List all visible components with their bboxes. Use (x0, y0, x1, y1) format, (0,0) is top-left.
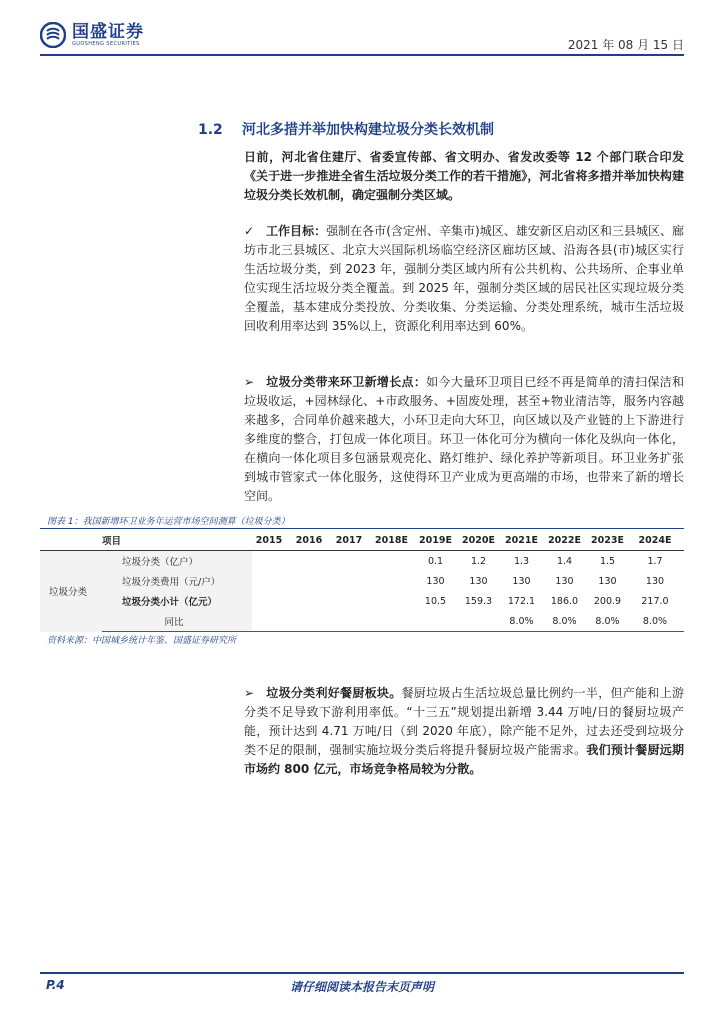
table-cell (332, 591, 372, 611)
table-cell: 8.0% (503, 611, 546, 632)
kitchen-waste-paragraph (244, 684, 684, 779)
header-divider (40, 54, 684, 56)
company-logo (40, 22, 144, 48)
sanitation-growth-paragraph (244, 373, 684, 506)
logo-name: 国盛证券 (72, 21, 144, 42)
table-cell: 1.4 (556, 555, 573, 567)
footer-disclaimer: 请仔细阅读本报告末页声明 (289, 980, 434, 994)
logo-icon (40, 22, 66, 48)
table-cell (332, 551, 372, 572)
sanitation-growth-text: 如今大量环卫项目已经不再是简单的清扫保洁和垃圾收运，+园林绿化、+市政服务、+固废处理，甚至+物业清洁等，服务内容越来越多，合同单价越来越大，小环卫走向大环卫，向区域以及产业链的上下游进行多维度的整合，打包成一体化项目。环卫一体化可分为横向一体化及纵向一体化，在横向一体化项目多包涵景观亮化、路灯维护、绿化养护等新项目。环卫业务扩张到城市管家式一体化服务，这使得环卫产业成为更高端的市场，也带来了新的增长空间。 (244, 375, 684, 503)
section-title: 河北多措并举加快构建垃圾分类长效机制 (242, 122, 494, 138)
table-cell: 130 (598, 575, 617, 587)
column-header-year: 2021E (503, 530, 546, 551)
work-goal-text: 强制在各市(含定州、辛集市)城区、雄安新区启动区和三县城区、廊坊市北三县城区、北京大兴国际机场临空经济区廊坊区域、沿海各县(市)城区实行生活垃圾分类，到 2023 年，强制分类区域内所有公共机构、公共场所、企事业单位实现生活垃圾分类全覆盖。到 2025 年，强制分类区域的居民社区实现垃圾分类全覆盖，基本建成分类投放、分类收集、分类运输、分类处理系统，城市生活垃圾回收利用率达到 35%以上，资源化利用率达到 60%。 (244, 224, 684, 333)
work-goal-paragraph (244, 222, 684, 336)
arrow-bullet-icon: ➢ (244, 375, 255, 389)
table-cell (332, 571, 372, 591)
table-row (40, 611, 684, 632)
column-header-year: 2020E (460, 530, 503, 551)
category-cell: 垃圾分类 (40, 551, 102, 632)
row-label: 垃圾分类小计（亿元） (102, 591, 252, 611)
check-icon: ✓ (244, 224, 255, 238)
table-cell: 1.3 (513, 555, 530, 567)
column-header-year: 2017 (332, 530, 372, 551)
table-cell: 10.5 (424, 595, 447, 607)
table-cell: 0.1 (427, 555, 444, 567)
intro-paragraph: 日前，河北省住建厅、省委宣传部、省文明办、省发改委等 12 个部门联合印发《关于进一步推进全省生活垃圾分类工作的若干措施》，河北省将多措并举加快构建垃圾分类长效机制，确定强制分类区域。 (244, 150, 684, 202)
table-cell (292, 591, 332, 611)
table-cell (252, 551, 292, 572)
table-header-row (40, 530, 684, 551)
table-cell: 186.0 (550, 595, 579, 607)
row-label: 垃圾分类（亿户） (102, 551, 252, 572)
work-goal-lead: 工作目标： (266, 224, 327, 238)
table-cell (372, 551, 417, 572)
table-cell (460, 611, 503, 632)
table-row (40, 571, 684, 591)
table-cell: 172.1 (507, 595, 536, 607)
table-cell: 1.7 (647, 555, 663, 567)
kitchen-waste-text: 餐厨垃圾占生活垃圾总量比例约一半，但产能和上游分类不足导致下游利用率低。“十三五”规划提出新增 3.44 万吨/日的餐厨垃圾产能，预计达到 4.71 万吨/日（到 2020 年底），除产能不足外，过去还受到垃圾分类不足的限制，强制实施垃圾分类后将提升餐厨垃圾产能需求。 (244, 686, 684, 757)
column-header-year: 2016 (292, 530, 332, 551)
kitchen-waste-lead: 垃圾分类利好餐厨板块。 (266, 686, 402, 700)
sanitation-growth-lead: 垃圾分类带来环卫新增长点： (266, 375, 427, 389)
page-header (0, 0, 724, 56)
table-cell (252, 591, 292, 611)
section-number: 1.2 (198, 122, 223, 138)
column-header-year: 2015 (252, 530, 292, 551)
table-cell: 8.0% (589, 611, 632, 632)
table-cell: 130 (512, 575, 531, 587)
table-cell (252, 571, 292, 591)
table-cell (292, 611, 332, 632)
column-header-year: 2024E (632, 530, 684, 551)
table-cell (292, 571, 332, 591)
table-cell (332, 611, 372, 632)
column-header-year: 2022E (546, 530, 589, 551)
figure-divider (40, 528, 684, 529)
arrow-bullet-icon: ➢ (244, 686, 255, 700)
market-space-table (40, 530, 684, 632)
figure-title: 图表 1：我国新增环卫业务年运营市场空间测算（垃圾分类） (47, 517, 290, 527)
table-cell: 159.3 (464, 595, 493, 607)
column-header-year: 2018E (372, 530, 417, 551)
table-row (40, 551, 684, 572)
row-label: 垃圾分类费用（元/户） (102, 571, 252, 591)
table-cell: 130 (645, 575, 665, 587)
table-cell: 1.2 (470, 555, 487, 567)
table-cell (292, 551, 332, 572)
table-row (40, 591, 684, 611)
row-label: 同比 (102, 611, 252, 632)
figure-source: 资料来源：中国城乡统计年鉴、国盛证券研究所 (47, 636, 237, 646)
table-cell (372, 571, 417, 591)
table-cell: 1.5 (599, 555, 616, 567)
footer-divider (40, 972, 684, 974)
logo-english-name: GUOSHENG SECURITIES (72, 40, 140, 47)
page-number: P.4 (46, 978, 65, 992)
table-cell: 217.0 (641, 595, 669, 607)
column-header-year: 2019E (417, 530, 460, 551)
table-cell (252, 611, 292, 632)
report-date: 2021 年 08 月 15 日 (567, 38, 684, 52)
table-cell: 130 (555, 575, 574, 587)
table-cell: 8.0% (632, 611, 684, 632)
table-cell: 130 (469, 575, 488, 587)
table-cell (372, 611, 417, 632)
table-cell (372, 591, 417, 611)
table-cell (417, 611, 460, 632)
table-cell: 200.9 (593, 595, 622, 607)
kitchen-waste-conclusion: 我们预计餐厨远期市场约 800 亿元，市场竞争格局较为分散。 (244, 743, 684, 776)
column-header-year: 2023E (589, 530, 632, 551)
section-heading (198, 119, 494, 139)
table-cell: 130 (426, 575, 445, 587)
table-cell: 8.0% (546, 611, 589, 632)
column-header-item: 项目 (40, 530, 252, 551)
